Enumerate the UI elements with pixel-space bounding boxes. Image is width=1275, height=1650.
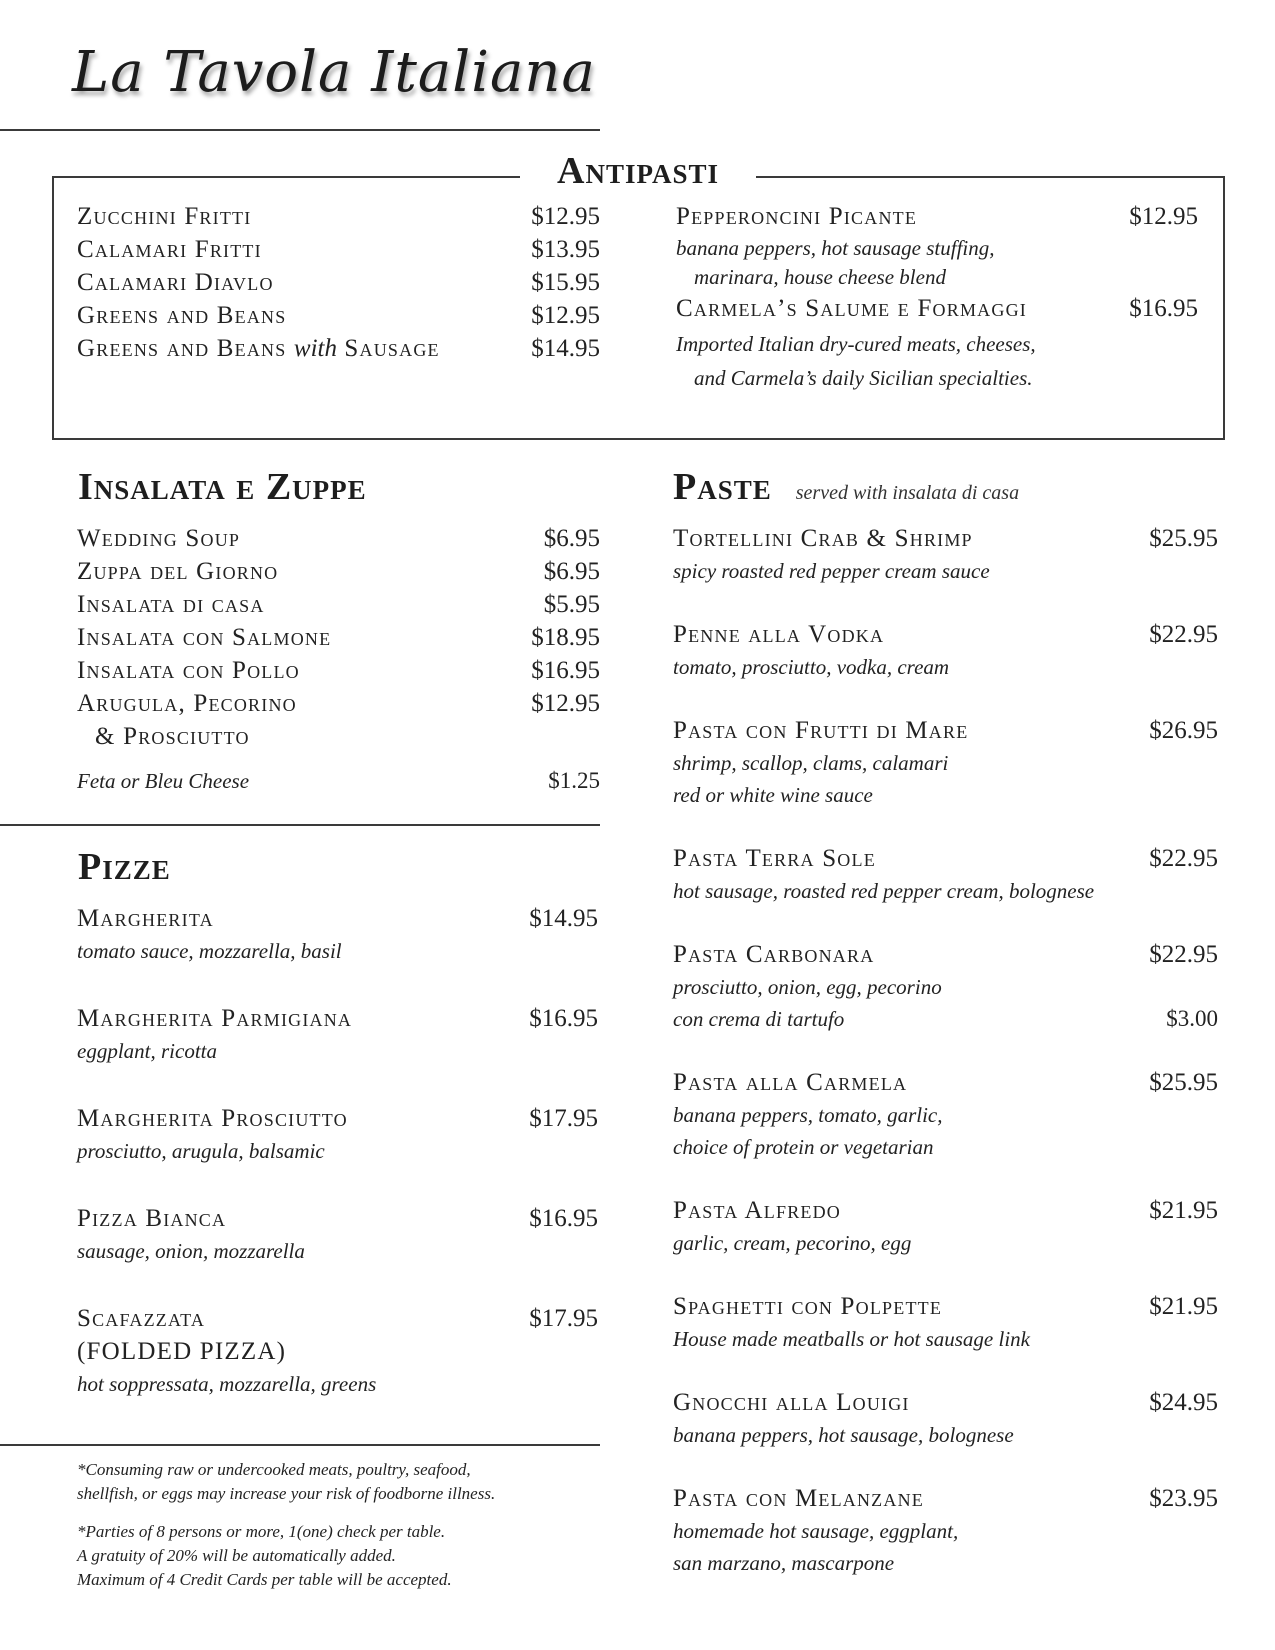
item-name: Greens and Beans	[77, 302, 287, 329]
menu-item	[673, 1290, 1218, 1386]
item-name: Margherita Parmigiana	[77, 1005, 353, 1032]
item-description: House made meatballs or hot sausage link	[673, 1327, 1030, 1351]
item-name: Zuppa del Giorno	[77, 558, 279, 585]
item-price: $17.95	[529, 1105, 598, 1132]
disclaimer-parties: *Parties of 8 persons or more, 1(one) check per table.	[77, 1522, 446, 1541]
menu-item	[676, 200, 1198, 233]
item-name: Insalata con Salmone	[77, 624, 332, 651]
item-name: Penne alla Vodka	[673, 621, 885, 648]
item-name: Spaghetti con Polpette	[673, 1293, 943, 1320]
pizze-heading: Pizze	[78, 846, 171, 888]
insalata-list	[77, 522, 600, 797]
disclaimer-raw-food: shellfish, or eggs may increase your risk of foodborne illness.	[77, 1484, 496, 1503]
antipasti-right-list	[676, 200, 1198, 395]
menu-item	[77, 200, 600, 233]
item-name: Pasta Carbonara	[673, 941, 875, 968]
item-name: Pasta con Frutti di Mare	[673, 717, 969, 744]
item-name: Wedding Soup	[77, 525, 241, 552]
paste-heading-note: served with insalata di casa	[795, 482, 1020, 504]
item-name: Calamari Diavlo	[77, 269, 274, 296]
item-name: Scafazzata	[77, 1305, 206, 1332]
item-price: $6.95	[543, 558, 600, 585]
disclaimer-block	[77, 1458, 495, 1592]
item-price: $12.95	[531, 302, 600, 329]
item-name: Pasta Terra Sole	[673, 845, 876, 872]
antipasti-heading: Antipasti	[557, 150, 719, 192]
title-divider	[0, 129, 600, 131]
item-description: eggplant, ricotta	[77, 1039, 217, 1063]
item-description: prosciutto, onion, egg, pecorino	[673, 975, 942, 999]
menu-item	[77, 1002, 598, 1102]
pizze-list	[77, 902, 598, 1400]
item-name-continued: & Prosciutto	[95, 723, 250, 750]
insalata-heading: Insalata e Zuppe	[78, 466, 367, 508]
menu-item	[77, 522, 600, 555]
item-name: Pasta alla Carmela	[673, 1069, 908, 1096]
menu-item	[673, 1386, 1218, 1482]
item-name: Margherita	[77, 905, 214, 932]
section-divider	[0, 1444, 600, 1446]
item-name-with: with	[293, 335, 337, 362]
item-name: Insalata con Pollo	[77, 657, 300, 684]
menu-item	[673, 618, 1218, 714]
item-name: Pasta Alfredo	[673, 1197, 841, 1224]
item-price: $22.95	[1149, 845, 1218, 872]
item-name: Insalata di casa	[77, 591, 265, 618]
item-name-continued: (FOLDED PIZZA)	[77, 1338, 287, 1365]
antipasti-left-list	[77, 200, 600, 365]
item-price: $21.95	[1149, 1293, 1218, 1320]
item-description: Imported Italian dry-cured meats, cheeses,	[676, 332, 1036, 356]
addon-name: Feta or Bleu Cheese	[77, 769, 250, 793]
menu-item	[77, 1102, 598, 1202]
paste-list	[673, 522, 1218, 1579]
section-divider	[0, 824, 600, 826]
disclaimer-gratuity: A gratuity of 20% will be automatically added.	[77, 1546, 396, 1565]
item-price: $21.95	[1149, 1197, 1218, 1224]
addon-name: con crema di tartufo	[673, 1007, 845, 1031]
item-price: $25.95	[1149, 525, 1218, 552]
addon-item	[673, 1003, 1218, 1035]
menu-item	[77, 621, 600, 654]
paste-heading	[673, 468, 1019, 506]
item-price: $24.95	[1149, 1389, 1218, 1416]
menu-item	[77, 299, 600, 332]
item-description: and Carmela’s daily Sicilian specialties.	[694, 366, 1033, 390]
menu-item	[77, 588, 600, 621]
item-description: banana peppers, hot sausage stuffing,	[676, 236, 995, 260]
addon-item	[77, 765, 600, 797]
item-name	[77, 332, 440, 365]
disclaimer-credit-cards: Maximum of 4 Credit Cards per table will be accepted.	[77, 1570, 452, 1589]
item-description: marinara, house cheese blend	[694, 265, 946, 289]
item-price: $16.95	[531, 657, 600, 684]
addon-price: $3.00	[1166, 1006, 1218, 1031]
item-description: san marzano, mascarpone	[673, 1551, 895, 1575]
item-price: $14.95	[531, 335, 600, 362]
item-name: Pepperoncini Picante	[676, 203, 918, 230]
item-description: choice of protein or vegetarian	[673, 1135, 934, 1159]
item-name: Pasta con Melanzane	[673, 1485, 924, 1512]
item-description: tomato sauce, mozzarella, basil	[77, 939, 342, 963]
menu-item	[673, 522, 1218, 618]
menu-item	[676, 291, 1198, 327]
menu-item	[77, 687, 600, 720]
item-description: spicy roasted red pepper cream sauce	[673, 559, 990, 583]
item-name-part: Greens and Beans	[77, 335, 287, 362]
item-name: Margherita Prosciutto	[77, 1105, 348, 1132]
item-description: banana peppers, tomato, garlic,	[673, 1103, 943, 1127]
item-price: $13.95	[531, 236, 600, 263]
item-price: $16.95	[529, 1005, 598, 1032]
item-price: $12.95	[531, 690, 600, 717]
item-description: garlic, cream, pecorino, egg	[673, 1231, 912, 1255]
item-price: $25.95	[1149, 1069, 1218, 1096]
antipasti-box-top-left-border	[52, 176, 520, 178]
menu-item	[77, 266, 600, 299]
menu-item	[77, 233, 600, 266]
item-price: $22.95	[1149, 941, 1218, 968]
item-description: prosciutto, arugula, balsamic	[77, 1139, 325, 1163]
item-price: $26.95	[1149, 717, 1218, 744]
item-price: $23.95	[1149, 1485, 1218, 1512]
item-name: Tortellini Crab & Shrimp	[673, 525, 973, 552]
disclaimer-raw-food: *Consuming raw or undercooked meats, poultry, seafood,	[77, 1460, 471, 1479]
antipasti-box-top-right-border	[756, 176, 1223, 178]
item-description: hot sausage, roasted red pepper cream, bolognese	[673, 879, 1095, 903]
menu-item	[673, 714, 1218, 842]
menu-item	[77, 1202, 598, 1302]
item-name: Zucchini Fritti	[77, 203, 252, 230]
menu-item	[673, 1066, 1218, 1194]
item-description: homemade hot sausage, eggplant,	[673, 1519, 959, 1543]
menu-item	[77, 1302, 598, 1400]
menu-item	[673, 842, 1218, 938]
item-price: $18.95	[531, 624, 600, 651]
menu-item	[77, 332, 600, 365]
item-description: banana peppers, hot sausage, bolognese	[673, 1423, 1014, 1447]
item-price: $15.95	[531, 269, 600, 296]
item-price: $16.95	[529, 1205, 598, 1232]
item-price: $14.95	[529, 905, 598, 932]
item-price: $5.95	[543, 591, 600, 618]
item-description: shrimp, scallop, clams, calamari	[673, 751, 949, 775]
addon-price: $1.25	[548, 768, 600, 793]
menu-item	[673, 1194, 1218, 1290]
menu-item	[673, 938, 1218, 1066]
menu-item	[77, 902, 598, 1002]
item-price: $12.95	[531, 203, 600, 230]
item-name: Carmela’s Salume e Formaggi	[676, 295, 1027, 322]
item-price: $17.95	[529, 1305, 598, 1332]
item-name: Arugula, Pecorino	[77, 690, 297, 717]
menu-item	[77, 555, 600, 588]
item-price: $6.95	[543, 525, 600, 552]
menu-item	[77, 654, 600, 687]
item-name: Pizza Bianca	[77, 1205, 227, 1232]
item-name: Gnocchi alla Louigi	[673, 1389, 910, 1416]
item-name-part: Sausage	[344, 335, 440, 362]
item-name: Calamari Fritti	[77, 236, 262, 263]
item-description: tomato, prosciutto, vodka, cream	[673, 655, 950, 679]
item-price: $16.95	[1129, 295, 1198, 322]
restaurant-title: La Tavola Italiana	[72, 40, 596, 105]
paste-heading-label: Paste	[673, 466, 772, 508]
item-price: $12.95	[1129, 203, 1198, 230]
item-description: sausage, onion, mozzarella	[77, 1239, 305, 1263]
menu-item	[673, 1482, 1218, 1579]
item-price: $22.95	[1149, 621, 1218, 648]
item-description: hot soppressata, mozzarella, greens	[77, 1372, 377, 1396]
item-description: red or white wine sauce	[673, 783, 873, 807]
